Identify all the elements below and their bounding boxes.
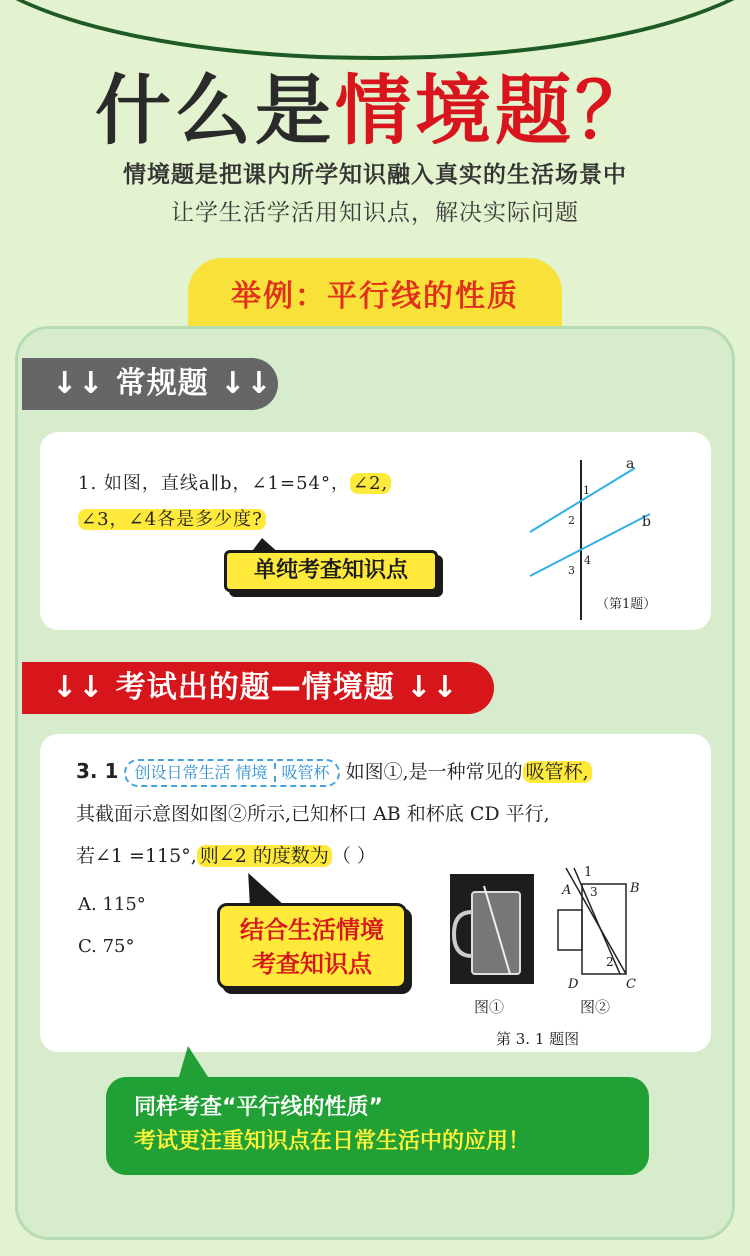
- diagram-label-3: 3: [590, 885, 598, 899]
- line3-text: 若∠1 =115°,: [76, 845, 197, 867]
- question-highlight2: ∠3，∠4各是多少度?: [78, 509, 266, 530]
- summary-pointer: [178, 1046, 210, 1080]
- tag-line2: 考查知识点: [252, 950, 372, 978]
- situational-question-banner: ↓↓ 考试出的题—情境题 ↓↓: [22, 662, 494, 714]
- pill-object: 吸管杯: [274, 763, 330, 782]
- line3-highlight: 则∠2 的度数为: [197, 845, 332, 867]
- diagram-label-1: 1: [584, 865, 593, 880]
- regular-question-banner: ↓↓ 常规题 ↓↓: [22, 358, 278, 410]
- summary-box: [106, 1077, 649, 1175]
- summary-line2: 考试更注重知识点在日常生活中的应用！: [134, 1129, 531, 1154]
- option-c: C. 75°: [78, 936, 135, 957]
- top-arc-inner: [0, 0, 750, 56]
- option-a: A. 115°: [78, 894, 146, 915]
- label-b: b: [642, 514, 651, 530]
- parallel-lines-figure: [520, 452, 700, 622]
- answer-blank: （ ）: [331, 845, 376, 867]
- diagram-label-C: C: [626, 977, 636, 992]
- regular-question-text: [78, 466, 391, 538]
- diagram-label-D: D: [568, 977, 579, 992]
- knowledge-tag: 单纯考查知识点: [224, 550, 438, 592]
- line1-text: 如图①,是一种常见的: [339, 761, 523, 783]
- cup-figures: [440, 862, 670, 1052]
- fig2-caption: 图②: [580, 998, 611, 1016]
- subtitle-line1: 情境题是把课内所学知识融入真实的生活场景中: [123, 162, 627, 188]
- figure-caption: （第1题）: [596, 597, 657, 612]
- diagram-label-B: B: [630, 881, 640, 896]
- title-part2: 情境题？: [335, 66, 655, 155]
- question-text-part1: 1. 如图，直线a∥b，∠1=54°，: [78, 473, 350, 494]
- label-4: 4: [584, 554, 591, 567]
- summary-line1: 同样考查“平行线的性质”: [134, 1095, 383, 1120]
- diagram-label-2: 2: [606, 955, 614, 969]
- diagram-label-A: A: [562, 883, 572, 898]
- figure-caption: 第 3. 1 题图: [496, 1030, 580, 1048]
- question-highlight1: ∠2,: [350, 473, 391, 494]
- line1-highlight: 吸管杯,: [523, 761, 592, 783]
- subtitle-line2: 让学生活学活用知识点，解决实际问题: [171, 200, 579, 226]
- title-part1: 什么是: [95, 66, 335, 155]
- example-tab: 举例：平行线的性质: [188, 258, 562, 332]
- page-title: [0, 50, 750, 159]
- tag-line1: 结合生活情境: [240, 916, 384, 944]
- question-number: 3. 1: [76, 759, 119, 783]
- fig1-caption: 图①: [474, 998, 505, 1016]
- context-pill: [124, 759, 339, 787]
- context-tag: [217, 903, 407, 989]
- situational-question-text: [76, 750, 716, 877]
- label-2: 2: [568, 514, 575, 527]
- label-3: 3: [568, 564, 575, 577]
- label-a: a: [626, 456, 635, 472]
- pill-scene: 创设日常生活 情境: [134, 763, 268, 782]
- line2-text: 其截面示意图如图②所示,已知杯口 AB 和杯底 CD 平行,: [76, 803, 550, 825]
- label-1: 1: [583, 484, 590, 497]
